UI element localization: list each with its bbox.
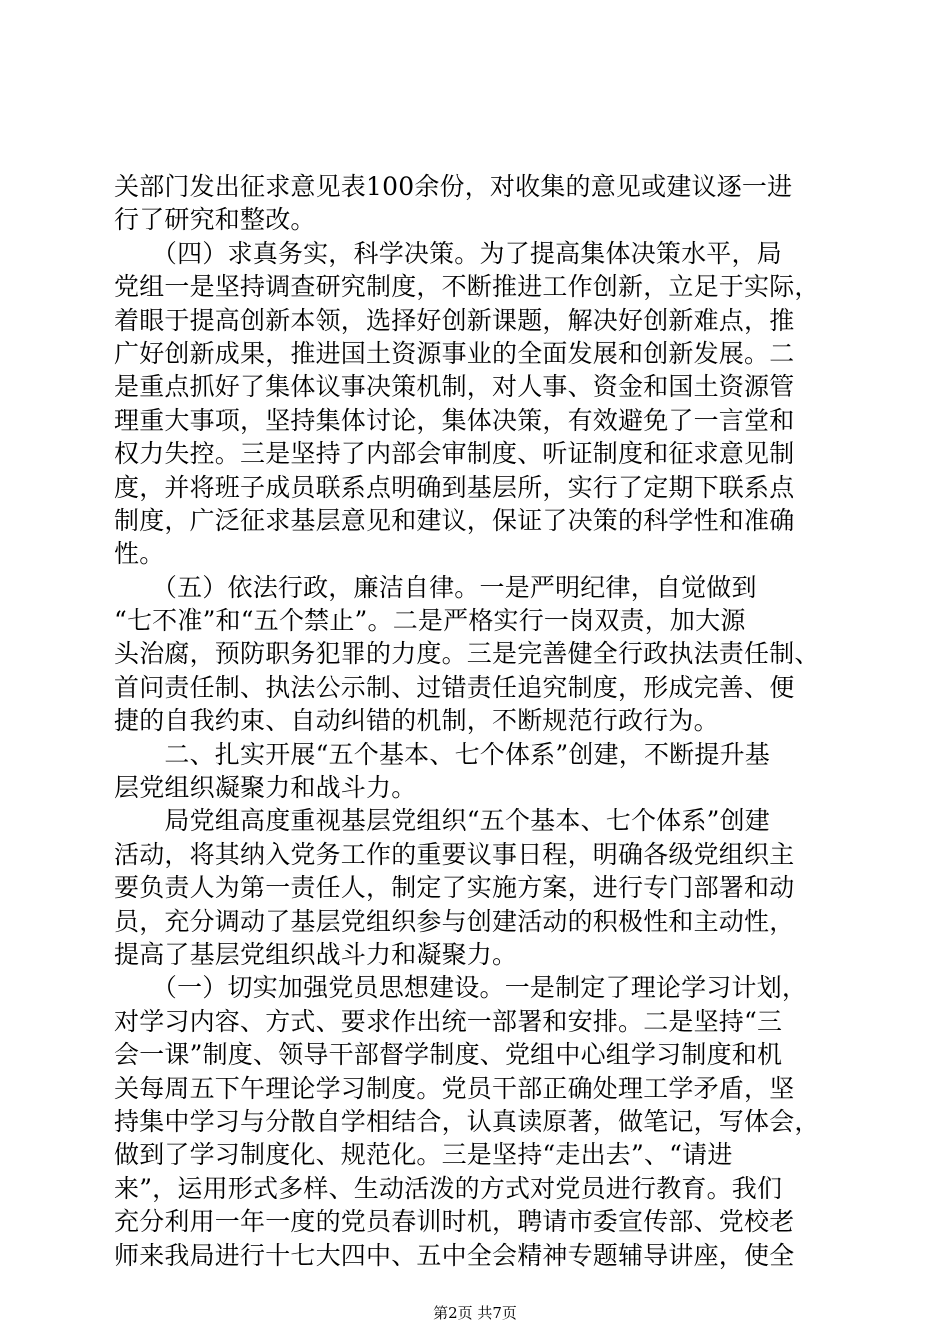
text-line: 制度，广泛征求基层意见和建议，保证了决策的科学性和准确 bbox=[114, 505, 795, 535]
text-line: 会一课”制度、领导干部督学制度、党组中心组学习制度和机 bbox=[114, 1040, 783, 1070]
text-line: 来”，运用形式多样、生动活泼的方式对党员进行教育。我们 bbox=[114, 1173, 783, 1203]
text-line: 层党组织凝聚力和战斗力。 bbox=[114, 773, 417, 803]
text-line: 二、扎实开展“五个基本、七个体系”创建，不断提升基 bbox=[114, 739, 770, 769]
text-line: 师来我局进行十七大四中、五中全会精神专题辅导讲座，使全 bbox=[114, 1240, 795, 1270]
text-line: 关每周五下午理论学习制度。党员干部正确处理工学矛盾，坚 bbox=[114, 1073, 795, 1103]
body-text bbox=[114, 170, 854, 1272]
text-line: “七不准”和“五个禁止”。二是严格实行一岗双责，加大源 bbox=[114, 606, 746, 636]
text-line: 权力失控。三是坚持了内部会审制度、听证制度和征求意见制 bbox=[114, 439, 795, 469]
text-line: （四）求真务实，科学决策。为了提高集体决策水平，局 bbox=[114, 238, 782, 268]
text-line: 捷的自我约束、自动纠错的机制，不断规范行政行为。 bbox=[114, 706, 719, 736]
text-line: 关部门发出征求意见表100余份，对收集的意见或建议逐一进 bbox=[114, 172, 793, 201]
text-line: 做到了学习制度化、规范化。三是坚持“走出去”、“请进 bbox=[114, 1140, 733, 1170]
text-line: 行了研究和整改。 bbox=[114, 205, 316, 235]
text-line: 对学习内容、方式、要求作出统一部署和安排。二是坚持“三 bbox=[114, 1006, 783, 1036]
text-line: 头治腐，预防职务犯罪的力度。三是完善健全行政执法责任制、 bbox=[114, 639, 820, 669]
text-line: 首问责任制、执法公示制、过错责任追究制度，形成完善、便 bbox=[114, 672, 795, 702]
text-line: 是重点抓好了集体议事决策机制，对人事、资金和国土资源管 bbox=[114, 372, 795, 402]
text-line: 局党组高度重视基层党组织“五个基本、七个体系”创建 bbox=[114, 806, 770, 836]
text-line: 要负责人为第一责任人，制定了实施方案，进行专门部署和动 bbox=[114, 873, 795, 903]
text-line: 理重大事项，坚持集体讨论，集体决策，有效避免了一言堂和 bbox=[114, 405, 795, 435]
text-line: 性。 bbox=[114, 539, 165, 569]
text-line: （五）依法行政，廉洁自律。一是严明纪律，自觉做到 bbox=[114, 572, 757, 602]
text-line: 提高了基层党组织战斗力和凝聚力。 bbox=[114, 939, 518, 969]
text-line: 着眼于提高创新本领，选择好创新课题，解决好创新难点，推 bbox=[114, 305, 795, 335]
text-line: （一）切实加强党员思想建设。一是制定了理论学习计划， bbox=[114, 973, 808, 1003]
text-line: 党组一是坚持调查研究制度，不断推进工作创新，立足于实际， bbox=[114, 272, 820, 302]
text-line: 广好创新成果，推进国土资源事业的全面发展和创新发展。二 bbox=[114, 338, 795, 368]
text-line: 员，充分调动了基层党组织参与创建活动的积极性和主动性， bbox=[114, 906, 795, 936]
text-line: 度，并将班子成员联系点明确到基层所，实行了定期下联系点 bbox=[114, 472, 795, 502]
text-line: 活动，将其纳入党务工作的重要议事日程，明确各级党组织主 bbox=[114, 839, 795, 869]
text-line: 充分利用一年一度的党员春训时机，聘请市委宣传部、党校老 bbox=[114, 1207, 795, 1237]
text-line: 持集中学习与分散自学相结合，认真读原著，做笔记，写体会， bbox=[114, 1106, 820, 1136]
page-footer: 第2页 共7页 bbox=[433, 1304, 517, 1322]
